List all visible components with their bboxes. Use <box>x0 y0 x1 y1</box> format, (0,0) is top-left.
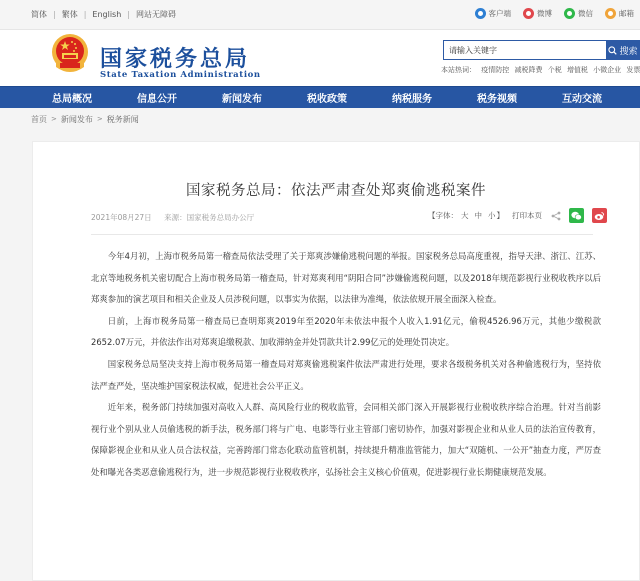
site-subtitle: State Taxation Administration <box>100 70 261 80</box>
breadcrumb <box>0 108 640 130</box>
share-icon[interactable] <box>551 211 561 221</box>
hotword-link[interactable]: 个税 <box>547 66 562 74</box>
font-size-small[interactable]: 小 <box>488 211 496 220</box>
font-size-medium[interactable]: 中 <box>474 211 482 220</box>
mail-link[interactable] <box>605 8 634 19</box>
chevron-right-icon: > <box>51 115 57 123</box>
wechat-icon <box>571 211 582 221</box>
nav-tax-policy[interactable]: 税收政策 <box>307 94 347 105</box>
article-source: 来源：国家税务总局办公厅 <box>164 213 255 222</box>
article-date: 2021年08月27日 <box>91 213 152 222</box>
client-link[interactable] <box>475 8 512 19</box>
national-emblem-icon[interactable] <box>50 33 90 75</box>
search-input[interactable] <box>443 40 606 60</box>
nav-info-disclosure[interactable]: 信息公开 <box>137 94 177 105</box>
search-icon <box>608 46 617 55</box>
wechat-share-button[interactable] <box>569 208 584 223</box>
separator: | <box>127 10 130 19</box>
site-header <box>0 30 640 86</box>
nav-overview[interactable]: 总局概况 <box>52 94 92 105</box>
client-label: 客户端 <box>488 9 511 18</box>
wechat-link[interactable] <box>564 8 593 19</box>
wechat-label: 微信 <box>578 9 593 18</box>
article-paragraph: 日前，上海市税务局第一稽查局已查明郑爽2019年至2020年未依法申报个人收入1.91亿元，偷税4526.96万元，其他少缴税款2652.07万元，并依法作出对郑爽追缴税款、加收滞纳金并处罚款共计2.99亿元的处理处罚决定。 <box>91 315 601 348</box>
site-title[interactable]: 国家税务总局 <box>100 47 251 72</box>
link-traditional[interactable]: 繁体 <box>61 10 78 19</box>
breadcrumb-tax-news[interactable]: 税务新闻 <box>106 114 139 124</box>
weibo-share-button[interactable] <box>592 208 607 223</box>
search-box <box>443 40 640 60</box>
language-links <box>31 9 176 20</box>
hot-words <box>441 65 640 75</box>
hotword-link[interactable]: 增值税 <box>566 66 588 74</box>
hotword-link[interactable]: 发票 <box>626 66 640 74</box>
nav-news[interactable]: 新闻发布 <box>222 94 262 105</box>
article-tools <box>428 208 607 223</box>
print-button[interactable]: 打印本页 <box>512 211 542 220</box>
article-card <box>32 141 640 581</box>
search-button[interactable] <box>606 40 640 60</box>
font-size-label: 【字体： <box>428 211 458 220</box>
nav-taxpayer-service[interactable]: 纳税服务 <box>392 94 432 105</box>
client-icon <box>475 8 486 19</box>
nav-tax-video[interactable]: 税务视频 <box>477 94 517 105</box>
hotword-link[interactable]: 小微企业 <box>593 66 622 74</box>
article-body <box>91 246 601 484</box>
weibo-icon <box>594 211 605 221</box>
font-size-large[interactable]: 大 <box>461 211 469 220</box>
breadcrumb-news[interactable]: 新闻发布 <box>60 114 93 124</box>
hotwords-label: 本站热词： <box>441 66 476 74</box>
link-simplified[interactable]: 简体 <box>31 10 47 19</box>
hotword-link[interactable]: 减税降费 <box>514 66 543 74</box>
top-utility-bar <box>0 0 640 30</box>
main-nav <box>0 86 640 108</box>
channel-links <box>463 8 635 19</box>
link-english[interactable]: English <box>92 10 122 19</box>
breadcrumb-home[interactable]: 首页 <box>31 114 47 124</box>
link-accessibility[interactable]: 网站无障碍 <box>136 10 176 19</box>
divider <box>91 234 593 235</box>
chevron-right-icon: > <box>96 115 103 123</box>
search-button-label: 搜索 <box>619 45 638 56</box>
article-paragraph: 近年来，税务部门持续加强对高收入人群、高风险行业的税收监管，会同相关部门深入开展影视行业税收秩序综合治理。针对当前影视行业个别从业人员偷逃税的新手法，税务部门将与广电、电影等行业主管部门密切协作，加强对影视企业和从业人员的法治宣传教育，保障影视企业和从业人员合法权益，完善跨部门常态化联动监管机制，持续提升精准监管能力，加大“双随机、一公开”抽查力度，严厉查处和曝光各类恶意偷逃税行为，进一步规范影视行业税收秩序，弘扬社会主义核心价值观，促进影视行业长期健康规范发展。 <box>91 402 601 477</box>
weibo-link[interactable] <box>523 8 552 19</box>
article-title: 国家税务总局：依法严肃查处郑爽偷逃税案件 <box>186 183 486 199</box>
article-paragraph: 今年4月初，上海市税务局第一稽查局依法受理了关于郑爽涉嫌偷逃税问题的举报。国家税务总局高度重视，指导天津、浙江、江苏、北京等地税务机关密切配合上海市税务局第一稽查局，针对郑爽利用“阴阳合同”涉嫌偷逃税问题，以及2018年规范影视行业税收秩序以后郑爽参加的演艺项目和相关企业及人员涉税问题，以事实为依据，以法律为准绳，依法依规开展全面深入检查。 <box>91 251 601 305</box>
weibo-icon <box>523 8 534 19</box>
separator: | <box>83 10 87 19</box>
nav-interaction[interactable]: 互动交流 <box>562 94 602 105</box>
mail-icon <box>605 8 616 19</box>
font-size-label-end: 】 <box>496 211 504 220</box>
wechat-icon <box>564 8 575 19</box>
article-meta <box>91 212 254 223</box>
mail-label: 邮箱 <box>619 9 634 18</box>
separator: | <box>53 10 56 19</box>
hotword-link[interactable]: 疫情防控 <box>481 66 510 74</box>
article-paragraph: 国家税务总局坚决支持上海市税务局第一稽查局对郑爽偷逃税案件依法严肃进行处理，要求各级税务机关对各种偷逃税行为，坚持依法严查严处，坚决维护国家税法权威，促进社会公平正义。 <box>91 358 601 391</box>
weibo-label: 微博 <box>537 9 552 18</box>
